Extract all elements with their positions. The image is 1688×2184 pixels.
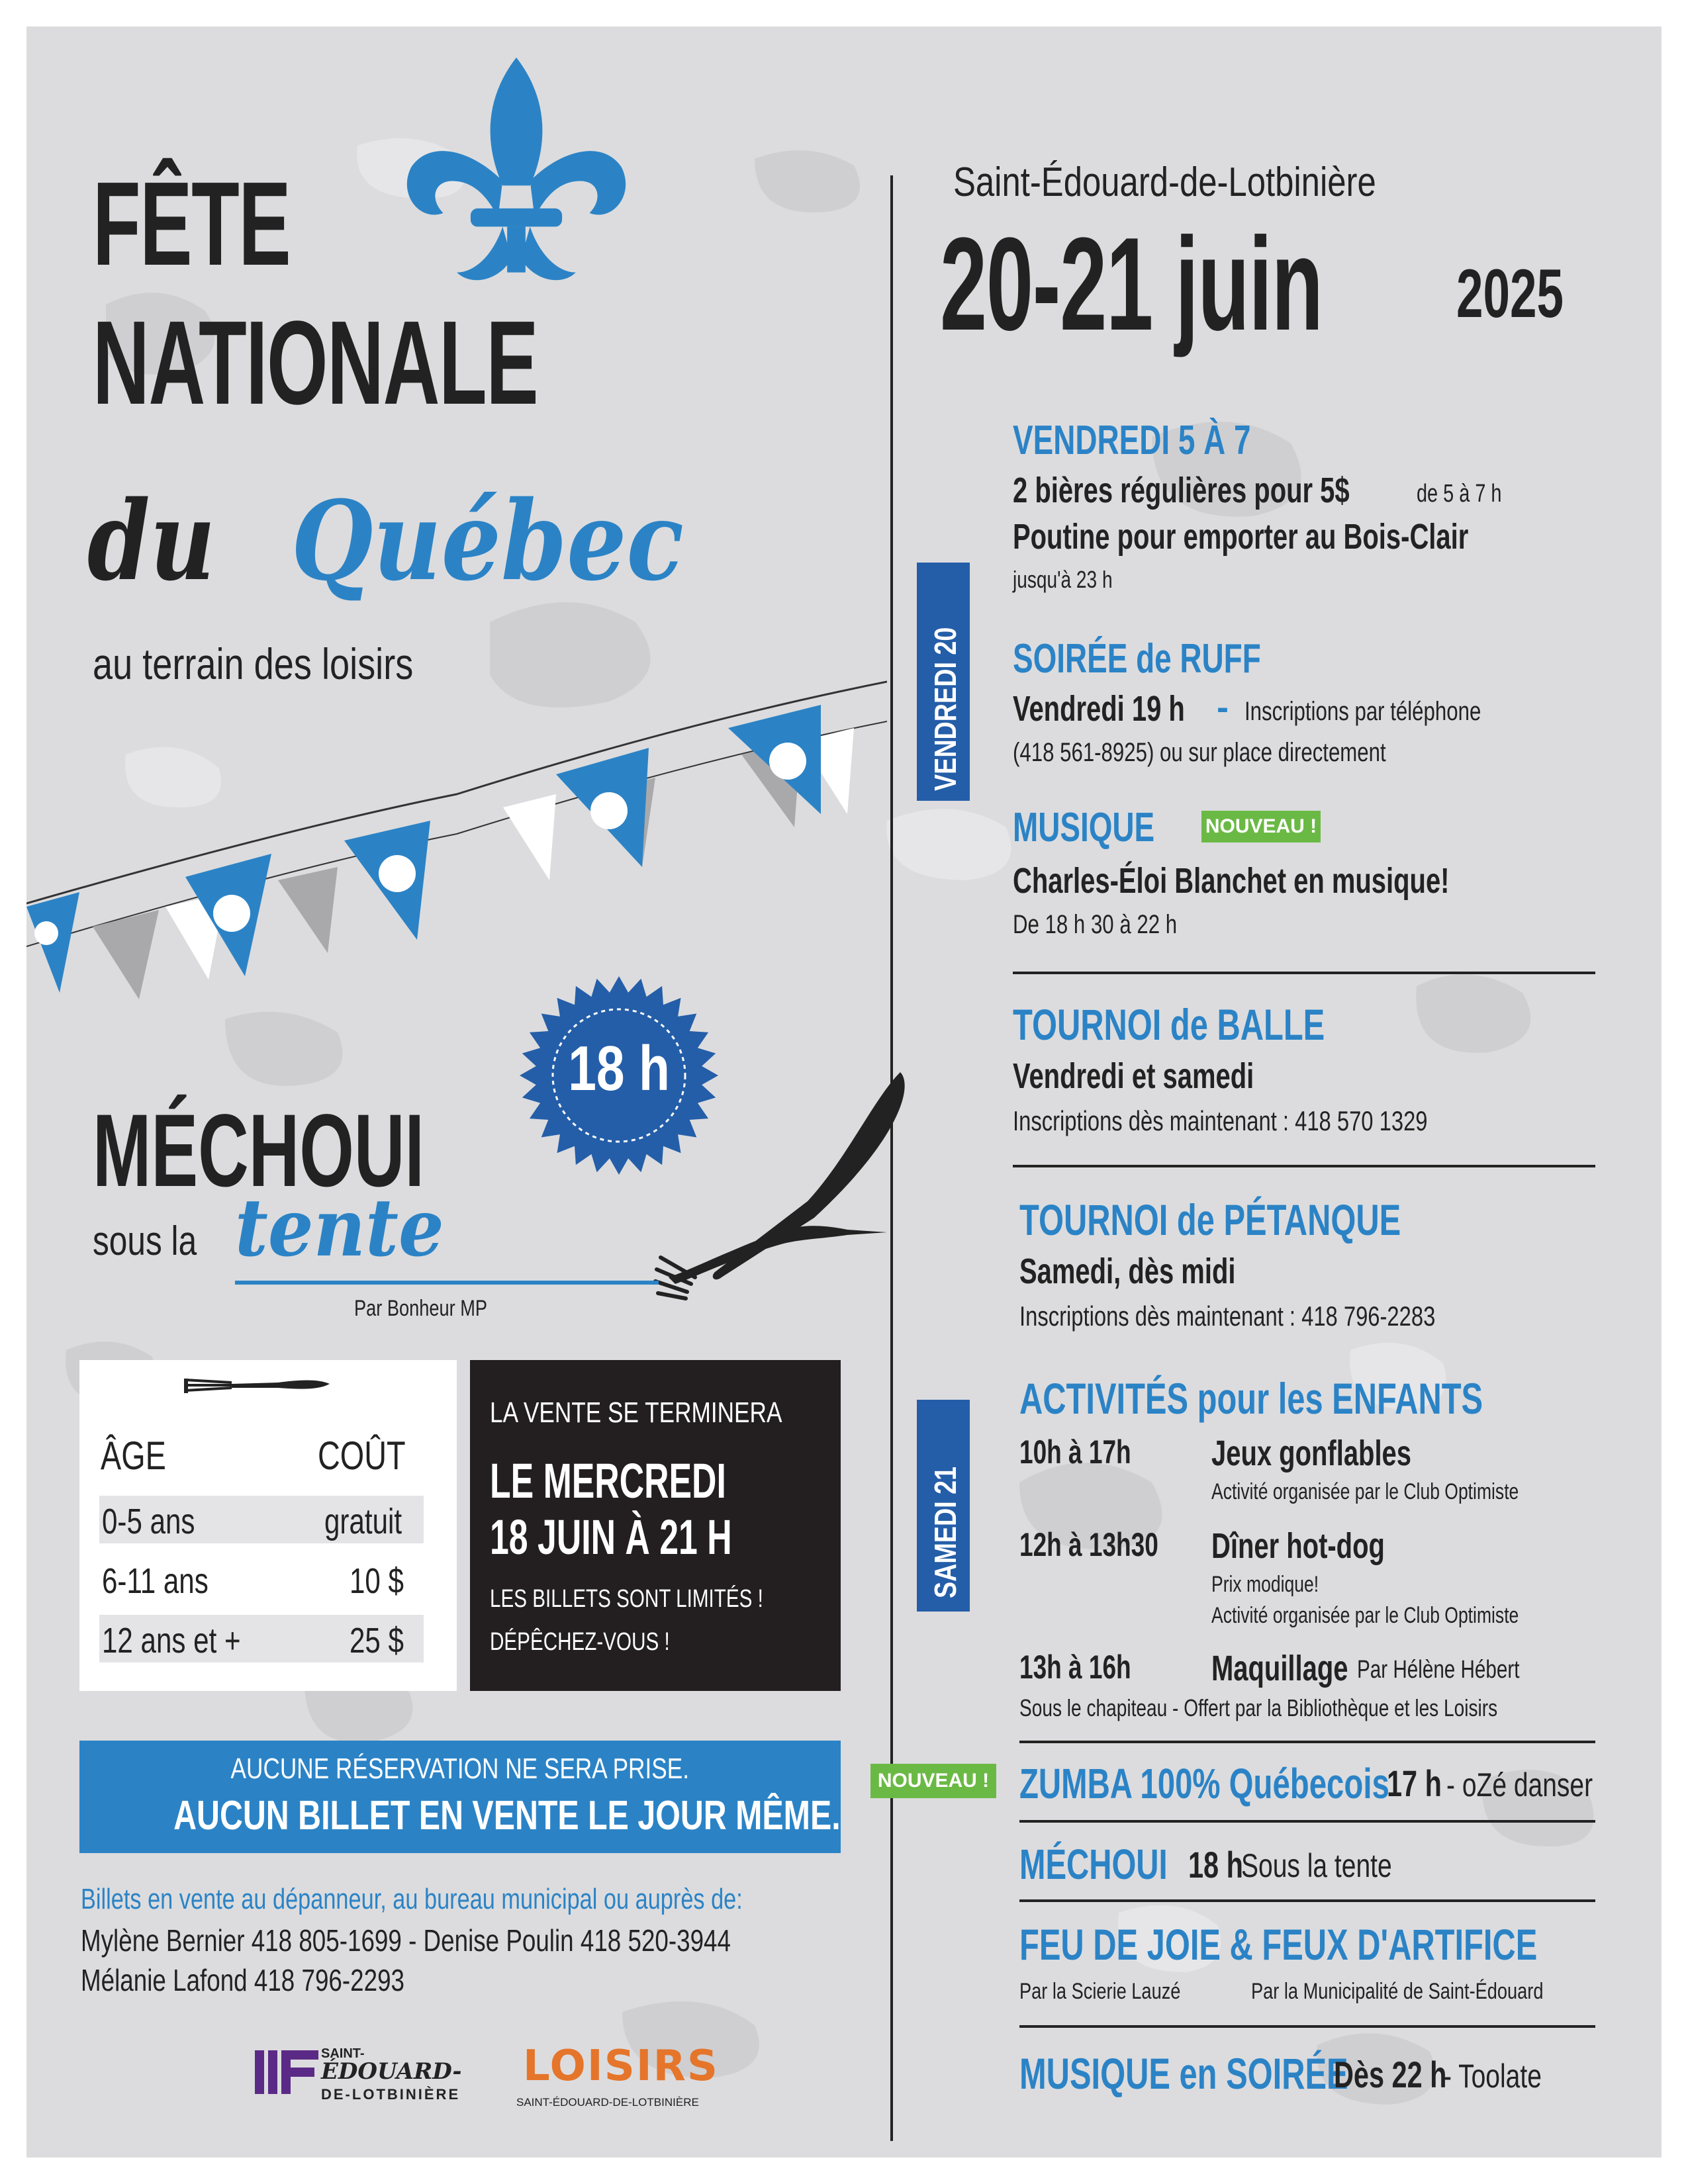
kids-time: 13h à 16h bbox=[1019, 1649, 1131, 1686]
notice-line1: AUCUNE RÉSERVATION NE SERA PRISE. bbox=[230, 1752, 690, 1785]
balle-line2: Inscriptions dès maintenant : 418 570 1329 bbox=[1013, 1105, 1428, 1136]
petanque-line2: Inscriptions dès maintenant : 418 796-2283 bbox=[1019, 1300, 1436, 1332]
event-year: 2025 bbox=[1456, 255, 1564, 332]
ruff-dash: - bbox=[1217, 688, 1229, 727]
price-age: 6-11 ans bbox=[102, 1561, 209, 1601]
price-cost: 25 $ bbox=[350, 1621, 404, 1661]
ruff-line1-small: Inscriptions par téléphone bbox=[1244, 697, 1481, 726]
balle-title: TOURNOI de BALLE bbox=[1013, 1000, 1325, 1049]
kids-note: Sous le chapiteau - Offert par la Bibliothèque et les Loisirs bbox=[1019, 1694, 1498, 1721]
kids-note: Activité organisée par le Club Optimiste bbox=[1211, 1603, 1519, 1628]
kids-activity: Maquillage bbox=[1211, 1649, 1348, 1688]
section-divider bbox=[1019, 1899, 1595, 1902]
section-divider bbox=[1013, 1165, 1595, 1167]
title-nationale: NATIONALE bbox=[93, 296, 538, 430]
music-title: MUSIQUE bbox=[1013, 805, 1155, 850]
new-badge: NOUVEAU ! bbox=[1201, 811, 1321, 842]
evening-time: Dès 22 h bbox=[1334, 2054, 1447, 2095]
ruff-title: SOIRÉE de RUFF bbox=[1013, 636, 1261, 682]
ruff-line2: (418 561-8925) ou sur place directement bbox=[1013, 738, 1386, 767]
kids-note: Prix modique! bbox=[1211, 1572, 1319, 1597]
sale-line5: DÉPÊCHEZ-VOUS ! bbox=[490, 1628, 670, 1656]
fireworks-title: FEU DE JOIE & FEUX D'ARTIFICE bbox=[1019, 1920, 1538, 1969]
mechoui-row-rest: Sous la tente bbox=[1241, 1847, 1392, 1884]
day-tag-saturday-label: SAMEDI 21 bbox=[928, 1466, 962, 1598]
section-divider bbox=[1019, 2025, 1595, 2028]
sale-line3: 18 JUIN À 21 H bbox=[490, 1510, 732, 1565]
price-table bbox=[79, 1360, 457, 1691]
tickets-contacts-2: Mélanie Lafond 418 796-2293 bbox=[81, 1963, 405, 1997]
tickets-heading: Billets en vente au dépanneur, au bureau municipal ou auprès de: bbox=[81, 1883, 743, 1915]
kids-activity: Jeux gonflables bbox=[1211, 1433, 1412, 1473]
petanque-title: TOURNOI de PÉTANQUE bbox=[1019, 1195, 1401, 1244]
day-tag-friday-label: VENDREDI 20 bbox=[928, 627, 962, 791]
loisirs-sub: SAINT-ÉDOUARD-DE-LOTBINIÈRE bbox=[516, 2096, 699, 2109]
cinq-a-sept-line1-small: de 5 à 7 h bbox=[1417, 480, 1502, 508]
day-tag-friday bbox=[917, 563, 970, 801]
logo-edouard: ÉDOUARD- bbox=[321, 2058, 462, 2085]
loisirs-name: LOISIRS bbox=[523, 2042, 719, 2091]
poster bbox=[26, 26, 1662, 2158]
price-row bbox=[99, 1555, 424, 1603]
new-badge: NOUVEAU ! bbox=[870, 1764, 996, 1798]
fireworks-by-1: Par la Scierie Lauzé bbox=[1019, 1979, 1181, 2004]
cinq-a-sept-line2: Poutine pour emporter au Bois-Clair bbox=[1013, 517, 1469, 557]
fleur-de-lis-icon bbox=[397, 53, 635, 304]
section-divider bbox=[1019, 1820, 1595, 1823]
no-reservation-banner bbox=[79, 1741, 841, 1853]
tente-underline bbox=[235, 1281, 659, 1285]
municipality-logo-mark bbox=[255, 2045, 321, 2098]
title-du: du bbox=[87, 477, 215, 605]
mechoui-row-time: 18 h bbox=[1188, 1844, 1243, 1886]
zumba-time: 17 h bbox=[1387, 1762, 1442, 1804]
mechoui-sous-la: sous la bbox=[93, 1218, 197, 1264]
balle-line1: Vendredi et samedi bbox=[1013, 1056, 1254, 1096]
sale-deadline-box bbox=[470, 1360, 841, 1691]
sale-line1: LA VENTE SE TERMINERA bbox=[490, 1396, 782, 1429]
zumba-title: ZUMBA 100% Québecois bbox=[1019, 1760, 1389, 1807]
fireworks-by-2: Par la Municipalité de Saint-Édouard bbox=[1251, 1979, 1544, 2004]
logo-saint: SAINT- bbox=[321, 2046, 365, 2061]
knife-fork-icon bbox=[649, 1059, 927, 1310]
evening-rest: - Toolate bbox=[1443, 2058, 1542, 2095]
notice-line2: AUCUN BILLET EN VENTE LE JOUR MÊME. bbox=[173, 1793, 841, 1839]
zumba-rest: - oZé danser bbox=[1446, 1766, 1593, 1803]
cinq-a-sept-title: VENDREDI 5 À 7 bbox=[1013, 418, 1251, 463]
price-cost: 10 $ bbox=[350, 1561, 404, 1601]
logo-lotbiniere: DE-LOTBINIÈRE bbox=[321, 2086, 461, 2103]
price-cost: gratuit bbox=[324, 1502, 402, 1541]
municipality-logo bbox=[255, 2045, 462, 2105]
mechoui-title: MÉCHOUI bbox=[93, 1093, 424, 1208]
sale-line2: LE MERCREDI bbox=[490, 1453, 726, 1508]
mechoui-tente: tente bbox=[235, 1181, 444, 1275]
petanque-line1: Samedi, dès midi bbox=[1019, 1251, 1236, 1291]
day-tag-saturday bbox=[917, 1400, 970, 1612]
evening-title: MUSIQUE en SOIRÉE bbox=[1019, 2049, 1348, 2098]
kids-note: Activité organisée par le Club Optimiste bbox=[1211, 1479, 1519, 1504]
title-fete: FÊTE bbox=[93, 158, 291, 291]
price-age: 0-5 ans bbox=[102, 1502, 195, 1541]
cinq-a-sept-line3: jusqu'à 23 h bbox=[1013, 566, 1113, 593]
kids-time: 10h à 17h bbox=[1019, 1433, 1131, 1471]
kids-title: ACTIVITÉS pour les ENFANTS bbox=[1019, 1374, 1483, 1423]
section-divider bbox=[1019, 1741, 1595, 1743]
price-header-age: ÂGE bbox=[101, 1433, 166, 1478]
kids-activity: Dîner hot-dog bbox=[1211, 1526, 1385, 1566]
subtitle: au terrain des loisirs bbox=[93, 639, 414, 688]
kids-activity-by: Par Hélène Hébert bbox=[1357, 1656, 1520, 1684]
column-divider bbox=[890, 175, 893, 2141]
town-name: Saint-Édouard-de-Lotbinière bbox=[953, 159, 1376, 205]
section-divider bbox=[1013, 972, 1595, 974]
time-seal-label: 18 h bbox=[568, 1033, 670, 1104]
price-row bbox=[99, 1496, 424, 1543]
sale-line4: LES BILLETS SONT LIMITÉS ! bbox=[490, 1585, 763, 1613]
music-line1: Charles-Éloi Blanchet en musique! bbox=[1013, 861, 1450, 901]
mechoui-caterer: Par Bonheur MP bbox=[354, 1296, 488, 1321]
price-row bbox=[99, 1615, 424, 1662]
loisirs-logo bbox=[503, 2042, 719, 2115]
cinq-a-sept-line1: 2 bières régulières pour 5$ bbox=[1013, 471, 1350, 510]
event-dates: 20-21 juin bbox=[940, 210, 1323, 358]
music-line2: De 18 h 30 à 22 h bbox=[1013, 910, 1178, 939]
fork-icon bbox=[179, 1373, 331, 1400]
ruff-line1: Vendredi 19 h bbox=[1013, 689, 1185, 729]
tickets-contacts-1: Mylène Bernier 418 805-1699 - Denise Poulin 418 520-3944 bbox=[81, 1923, 731, 1958]
kids-time: 12h à 13h30 bbox=[1019, 1526, 1158, 1563]
title-quebec: Québec bbox=[291, 477, 684, 605]
price-header-cost: COÛT bbox=[318, 1433, 406, 1478]
price-age: 12 ans et + bbox=[102, 1621, 241, 1661]
mechoui-row-title: MÉCHOUI bbox=[1019, 1841, 1168, 1888]
bunting-banner bbox=[26, 642, 887, 1052]
